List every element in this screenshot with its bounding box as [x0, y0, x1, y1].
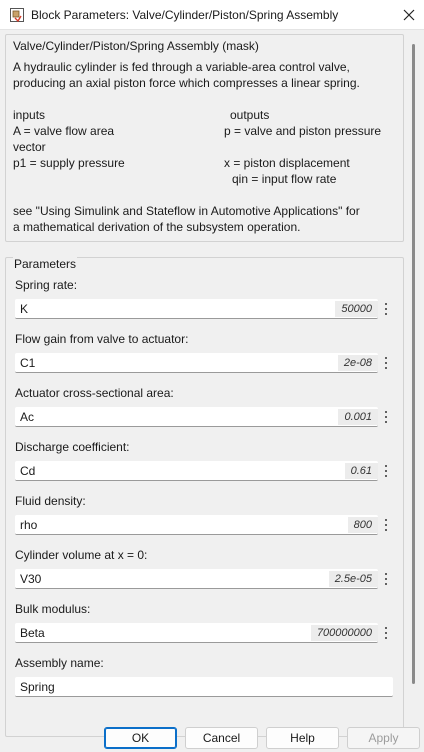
description-panel	[5, 34, 404, 242]
input-a: A = valve flow area	[13, 124, 115, 138]
spring-rate-label: Spring rate:	[15, 278, 78, 292]
inputs-header: inputs	[13, 108, 46, 122]
fluid-density-value: rho	[20, 518, 38, 532]
flow-gain-menu-icon[interactable]	[381, 353, 391, 373]
flow-gain-label: Flow gain from valve to actuator:	[15, 332, 189, 346]
discharge-coefficient-menu-icon[interactable]	[381, 461, 391, 481]
cylinder-volume-menu-icon[interactable]	[381, 569, 391, 589]
flow-gain-field[interactable]	[15, 353, 378, 373]
close-icon	[403, 9, 415, 21]
flow-gain-value: C1	[20, 356, 36, 370]
flow-gain-evaluated: 2e-08	[338, 355, 378, 371]
close-button[interactable]	[394, 0, 424, 30]
cylinder-volume-value: V30	[20, 572, 42, 586]
cancel-button[interactable]: Cancel	[185, 727, 258, 749]
fluid-density-evaluated: 800	[348, 517, 378, 533]
actuator-area-menu-icon[interactable]	[381, 407, 391, 427]
bulk-modulus-menu-icon[interactable]	[381, 623, 391, 643]
dialog-content	[0, 30, 424, 752]
discharge-coefficient-evaluated: 0.61	[345, 463, 378, 479]
reference-line2: a mathematical derivation of the subsystem operation.	[13, 220, 301, 234]
bulk-modulus-field[interactable]	[15, 623, 378, 643]
simulink-block-icon	[9, 7, 25, 23]
actuator-area-field[interactable]	[15, 407, 378, 427]
output-qin: qin = input flow rate	[232, 172, 337, 186]
assembly-name-value: Spring	[20, 680, 55, 694]
fluid-density-menu-icon[interactable]	[381, 515, 391, 535]
scrollbar-thumb[interactable]	[412, 44, 415, 684]
ok-button[interactable]: OK	[104, 727, 177, 749]
discharge-coefficient-value: Cd	[20, 464, 36, 478]
assembly-name-field[interactable]	[15, 677, 393, 697]
title-bar	[0, 0, 424, 30]
cylinder-volume-label: Cylinder volume at x = 0:	[15, 548, 148, 562]
parameters-panel	[5, 257, 404, 737]
reference-line1: see "Using Simulink and Stateflow in Automotive Applications" for	[13, 204, 360, 218]
window-title: Block Parameters: Valve/Cylinder/Piston/Spring Assembly	[31, 8, 339, 22]
output-p: p = valve and piston pressure	[224, 124, 382, 138]
input-a-wrap: vector	[13, 140, 46, 154]
spring-rate-evaluated: 50000	[335, 301, 378, 317]
parameters-heading: Parameters	[14, 257, 77, 271]
bulk-modulus-label: Bulk modulus:	[15, 602, 91, 616]
cylinder-volume-evaluated: 2.5e-05	[329, 571, 378, 587]
fluid-density-label: Fluid density:	[15, 494, 86, 508]
cylinder-volume-field[interactable]	[15, 569, 378, 589]
description-heading: Valve/Cylinder/Piston/Spring Assembly (mask)	[13, 39, 259, 53]
assembly-name-label: Assembly name:	[15, 656, 104, 670]
description-intro-line1: A hydraulic cylinder is fed through a variable-area control valve,	[13, 60, 350, 74]
output-x: x = piston displacement	[224, 156, 350, 170]
bulk-modulus-value: Beta	[20, 626, 45, 640]
apply-button[interactable]: Apply	[347, 727, 420, 749]
actuator-area-value: Ac	[20, 410, 35, 424]
spring-rate-value: K	[20, 302, 29, 316]
actuator-area-label: Actuator cross-sectional area:	[15, 386, 174, 400]
vertical-scrollbar[interactable]	[410, 44, 418, 728]
discharge-coefficient-label: Discharge coefficient:	[15, 440, 130, 454]
description-intro-line2: producing an axial piston force which compresses a linear spring.	[13, 76, 360, 90]
outputs-header: outputs	[230, 108, 270, 122]
help-button[interactable]: Help	[266, 727, 339, 749]
actuator-area-evaluated: 0.001	[338, 409, 378, 425]
spring-rate-field[interactable]	[15, 299, 378, 319]
discharge-coefficient-field[interactable]	[15, 461, 378, 481]
input-p1: p1 = supply pressure	[13, 156, 125, 170]
bulk-modulus-evaluated: 700000000	[311, 625, 378, 641]
spring-rate-menu-icon[interactable]	[381, 299, 391, 319]
fluid-density-field[interactable]	[15, 515, 378, 535]
